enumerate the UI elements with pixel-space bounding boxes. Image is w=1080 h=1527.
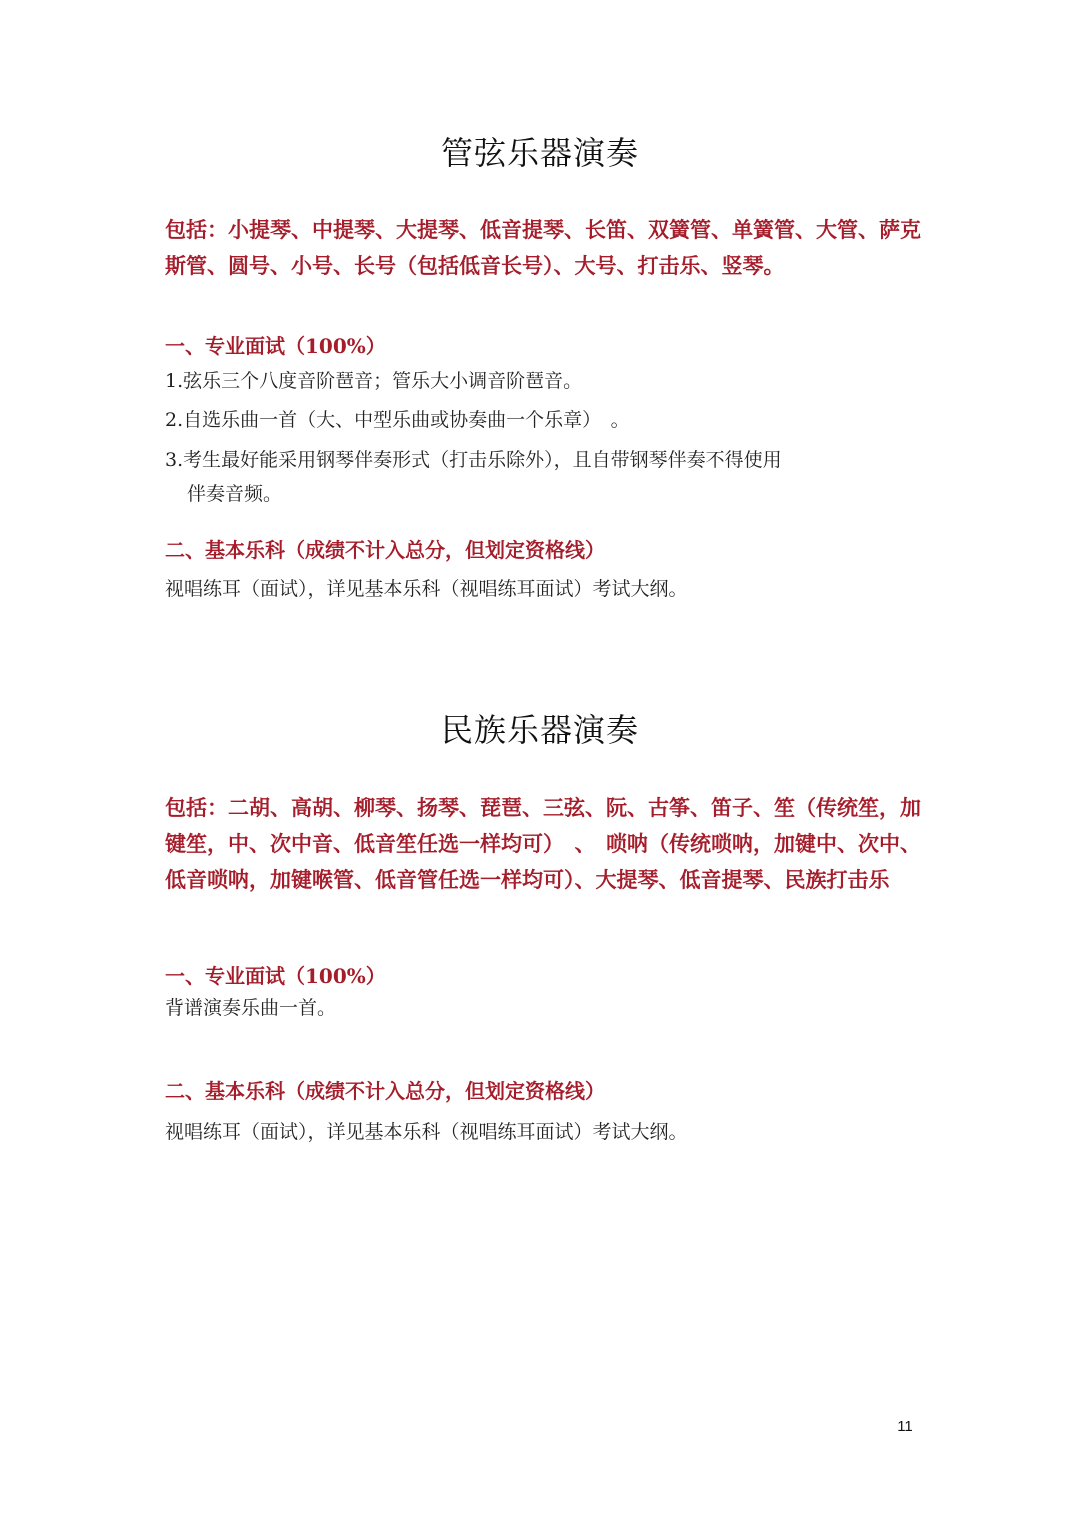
body-text: 视唱练耳（面试），详见基本乐科（视唱练耳面试）考试大纲。 (165, 578, 688, 600)
heading-basic-music: 二、基本乐科（成绩不计入总分，但划定资格线） (165, 538, 605, 562)
section-title-orchestral: 管弦乐器演奏 (440, 134, 639, 172)
page-number: 11 (897, 1418, 913, 1435)
body-text: 视唱练耳（面试），详见基本乐科（视唱练耳面试）考试大纲。 (165, 1121, 688, 1143)
heading-professional-interview: 一、专业面试（100%） (165, 964, 386, 988)
list-item: 1.弦乐三个八度音阶琶音；管乐大小调音阶琶音。 (165, 370, 583, 392)
instrument-list-folk: 包括：二胡、高胡、柳琴、扬琴、琵琶、三弦、阮、古筝、笛子、笙（传统笙，加键笙，中、次中音、低音笙任选一样均可） 、 唢呐（传统唢呐，加键中、次中、低音唢呐，加键喉管、低音管任选一样均可）、大提琴、低音提琴、民族打击乐 (165, 795, 921, 892)
section-title-folk: 民族乐器演奏 (440, 711, 639, 749)
list-item: 2.自选乐曲一首（大、中型乐曲或协奏曲一个乐章） 。 (165, 409, 630, 431)
heading-basic-music: 二、基本乐科（成绩不计入总分，但划定资格线） (165, 1079, 605, 1103)
body-text: 背谱演奏乐曲一首。 (165, 997, 337, 1019)
list-item-line: 3.考生最好能采用钢琴伴奏形式（打击乐除外），且自带钢琴伴奏不得使用 (165, 449, 782, 471)
list-item (165, 443, 885, 511)
instrument-list-orchestral: 包括：小提琴、中提琴、大提琴、低音提琴、长笛、双簧管、单簧管、大管、萨克斯管、圆号、小号、长号（包括低音长号）、大号、打击乐、竖琴。 (165, 217, 921, 278)
heading-professional-interview: 一、专业面试（100%） (165, 334, 386, 358)
list-item-continuation: 伴奏音频。 (187, 483, 283, 505)
